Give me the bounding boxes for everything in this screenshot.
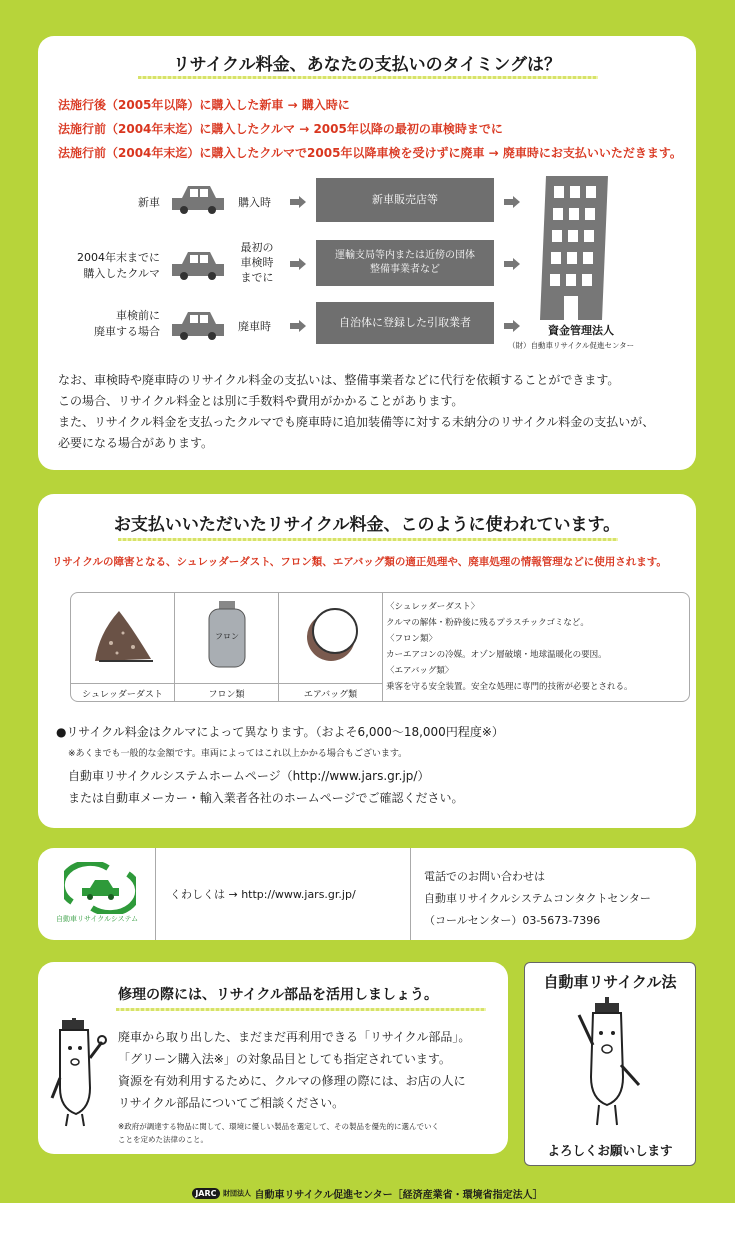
divider [410, 848, 411, 940]
title-underline [118, 538, 618, 541]
airbag-icon [303, 603, 361, 665]
url-line: くわしくは → http://www.jars.gr.jp/ [170, 888, 356, 901]
mascot-waving-icon [573, 995, 649, 1131]
logo-caption: 自動車リサイクルシステム [56, 915, 139, 923]
fund-manager-sub: （財）自動車リサイクル促進センター [508, 341, 635, 350]
contact-line: 電話でのお問い合わせは [424, 870, 545, 883]
arrow-right-icon [504, 196, 520, 208]
item-table [70, 592, 690, 702]
description-line: 乗客を守る安全装置。安全な処理に専門的技術が必要とされる。 [386, 682, 633, 692]
divider [155, 848, 156, 940]
contact-line: （コールセンター）03-5673-7396 [424, 914, 601, 927]
note-line: この場合、リサイクル料金とは別に手数料や費用がかかることがあります。 [58, 394, 464, 408]
car-icon [168, 306, 228, 340]
poster-greeting: よろしくお願いします [547, 1143, 673, 1158]
recycling-law-poster [524, 962, 696, 1166]
title-underline [116, 1008, 486, 1011]
note-line: なお、車検時や廃車時のリサイクル料金の支払いは、整備事業者などに代行を依頼することができます。 [58, 373, 620, 387]
fund-manager-name: 資金管理法人 [548, 324, 614, 337]
footer-text: 自動車リサイクル促進センター［経済産業省・環境省指定法人］ [254, 1190, 543, 1201]
item-caption: フロン類 [175, 683, 278, 702]
table-cell [279, 593, 383, 702]
note-line: 必要になる場合があります。 [58, 436, 214, 450]
vehicle-label: 車検前に 廃車する場合 [94, 309, 160, 338]
tank-label: フロン [215, 632, 239, 641]
payee-box: 新車販売店等 [316, 178, 494, 222]
car-icon [168, 246, 228, 280]
mascot-icon [48, 1018, 108, 1128]
payment-time-label: 廃車時 [238, 320, 271, 333]
timing-line: 法施行前（2004年末迄）に購入したクルマで2005年以降車検を受けずに廃車 → 廃車時にお支払いいただきます。 [58, 146, 682, 160]
description-line: カーエアコンの冷媒。オゾン層破壊・地球温暖化の要因。 [386, 650, 607, 660]
timing-line: 法施行後（2005年以降）に購入した新車 → 購入時に [58, 98, 350, 112]
footnote-line: ※政府が調達する物品に関して、環境に優しい製品を選定して、その製品を優先的に選んでいく [118, 1122, 439, 1131]
section-title: 修理の際には、リサイクル部品を活用しましょう。 [118, 987, 439, 1003]
arrow-right-icon [290, 258, 306, 270]
description-line: クルマの解体・粉砕後に残るプラスチックゴミなど。 [386, 618, 589, 628]
timing-line: 法施行前（2004年末迄）に購入したクルマ → 2005年以降の最初の車検時までに [58, 122, 503, 136]
note-line: また、リサイクル料金を支払ったクルマでも廃車時に追加装備等に対する未納分のリサイクル料金の支払いが、 [58, 415, 655, 429]
contact-card [38, 848, 696, 940]
body-line: リサイクル部品についてご相談ください。 [118, 1096, 345, 1110]
title-underline [138, 76, 598, 79]
arrow-right-icon [504, 258, 520, 270]
org-type: 財団法人 [223, 1189, 251, 1198]
description-line: 〈エアバッグ類〉 [386, 666, 454, 676]
description-line: 〈フロン類〉 [386, 634, 438, 644]
check-line: または自動車メーカー・輸入業者各社のホームページでご確認ください。 [68, 791, 464, 805]
poster-title: 自動車リサイクル法 [543, 973, 677, 991]
fee-note: ※あくまでも一般的な金額です。車両によってはこれ以上かかる場合もございます。 [68, 749, 408, 759]
item-caption: シュレッダーダスト [71, 683, 174, 702]
table-cell [71, 593, 175, 702]
footer [0, 1186, 735, 1201]
section-title: リサイクル料金、あなたの支払いのタイミングは？ [173, 55, 561, 75]
table-cell [175, 593, 279, 702]
footnote-line: ことを定めた法律のこと。 [118, 1135, 208, 1144]
body-line: 「グリーン購入法※」の対象品目としても指定されています。 [118, 1052, 451, 1066]
payment-time-label: 購入時 [238, 196, 271, 209]
item-caption: エアバッグ類 [279, 683, 382, 702]
vehicle-label: 2004年末までに 購入したクルマ [77, 251, 160, 280]
vehicle-label: 新車 [138, 196, 160, 209]
payment-timing-card [38, 36, 696, 470]
item-descriptions [386, 599, 633, 695]
section-title: お支払いいただいたリサイクル料金、このように使われています。 [113, 515, 621, 535]
contact-line: 自動車リサイクルシステムコンタクトセンター [424, 892, 651, 905]
body-line: 資源を有効利用するために、クルマの修理の際には、お店の人に [118, 1074, 466, 1088]
check-line: 自動車リサイクルシステムホームページ（http://www.jars.gr.jp/） [68, 769, 430, 783]
payee-box: 運輸支局等内または近傍の団体 整備事業者など [316, 240, 494, 286]
building-icon [538, 176, 614, 320]
shredder-dust-icon [89, 603, 157, 667]
payment-time-label: 最初の 車検時 までに [240, 241, 274, 284]
body-line: 廃車から取り出した、まだまだ再利用できる「リサイクル部品」。 [118, 1030, 471, 1044]
car-icon [168, 180, 228, 214]
description-line: 〈シュレッダーダスト〉 [386, 602, 480, 612]
section-subtitle: リサイクルの障害となる、シュレッダーダスト、フロン類、エアバッグ類の適正処理や、廃車処理の情報管理などに使用されます。 [52, 556, 667, 568]
arrow-right-icon [290, 320, 306, 332]
payee-box: 自治体に登録した引取業者 [316, 302, 494, 344]
fee-line: ●リサイクル料金はクルマによって異なります。（およそ6,000～18,000円程度※） [56, 725, 504, 739]
jarc-logo: JARC [192, 1188, 219, 1199]
recycled-parts-card [38, 962, 508, 1154]
recycle-car-logo-icon [64, 862, 136, 914]
arrow-right-icon [290, 196, 306, 208]
arrow-right-icon [504, 320, 520, 332]
fee-usage-card [38, 494, 696, 828]
